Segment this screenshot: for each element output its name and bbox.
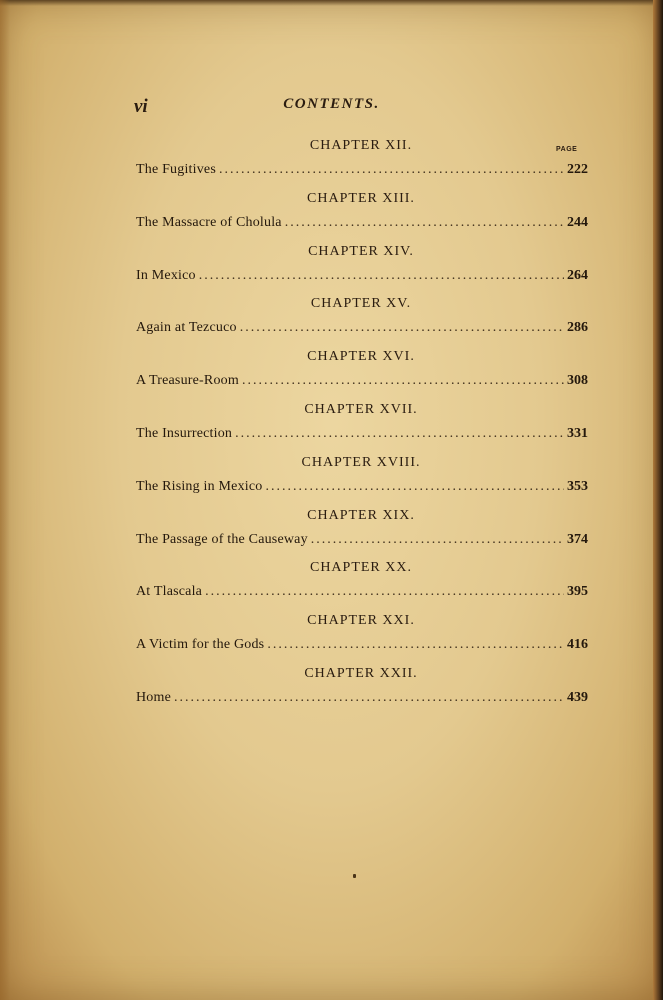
dot-leader xyxy=(235,426,564,442)
chapter-title: Home xyxy=(136,690,172,705)
chapter-page-number: 374 xyxy=(567,532,588,547)
chapter-title: The Massacre of Cholula xyxy=(136,215,282,230)
chapter-title: Again at Tezcuco xyxy=(136,320,237,335)
chapter-title: The Insurrection xyxy=(136,426,233,441)
chapter-title: The Passage of the Causeway xyxy=(136,532,308,547)
page-title: CONTENTS. xyxy=(283,96,380,112)
toc-entry xyxy=(136,426,588,444)
chapter-page-number: 331 xyxy=(567,426,588,441)
chapter-page-number: 222 xyxy=(567,162,588,177)
page-top-edge xyxy=(0,0,663,6)
chapter-heading: CHAPTER XXII. xyxy=(304,666,418,681)
chapter-title: At Tlascala xyxy=(136,584,203,599)
chapter-heading: CHAPTER XIV. xyxy=(308,244,414,259)
chapter-title: In Mexico xyxy=(136,268,196,283)
page-number: vi xyxy=(134,96,148,117)
toc-entry xyxy=(136,162,588,180)
chapter-title: A Treasure-Room xyxy=(136,373,239,388)
toc-entry xyxy=(136,215,588,233)
chapter-heading: CHAPTER XVII. xyxy=(304,402,418,417)
toc-entry xyxy=(136,373,588,391)
dot-leader xyxy=(205,584,564,600)
toc-entry xyxy=(136,690,588,708)
dot-leader xyxy=(266,479,565,495)
chapter-page-number: 286 xyxy=(567,320,588,335)
dot-leader xyxy=(285,215,564,231)
toc-entry xyxy=(136,584,588,602)
chapter-heading: CHAPTER XX. xyxy=(309,560,412,575)
chapter-title: The Rising in Mexico xyxy=(136,479,263,494)
chapter-page-number: 353 xyxy=(567,479,588,494)
toc-entry xyxy=(136,320,588,338)
toc-entry xyxy=(136,268,588,286)
chapter-heading: CHAPTER XIII. xyxy=(307,191,415,206)
page-column-label: PAGE xyxy=(556,146,578,153)
chapter-page-number: 416 xyxy=(567,637,588,652)
toc-entry xyxy=(136,637,588,655)
chapter-page-number: 244 xyxy=(567,215,588,230)
chapter-heading: CHAPTER XV. xyxy=(310,296,412,311)
chapter-title: A Victim for the Gods xyxy=(136,637,265,652)
chapter-heading: CHAPTER XXI. xyxy=(307,613,415,628)
chapter-heading: CHAPTER XVI. xyxy=(307,349,415,364)
paper-speck xyxy=(353,874,356,878)
dot-leader xyxy=(240,320,564,336)
chapter-page-number: 439 xyxy=(567,690,588,705)
chapter-page-number: 395 xyxy=(567,584,588,599)
dot-leader xyxy=(219,162,564,178)
chapter-page-number: 308 xyxy=(567,373,588,388)
toc-entry xyxy=(136,479,588,497)
dot-leader xyxy=(199,268,564,284)
chapter-heading: CHAPTER XII. xyxy=(309,138,413,153)
dot-leader xyxy=(311,532,564,548)
dot-leader xyxy=(174,690,564,706)
chapter-heading: CHAPTER XIX. xyxy=(307,508,415,523)
dot-leader xyxy=(242,373,564,389)
chapter-heading: CHAPTER XVIII. xyxy=(301,455,421,470)
dot-leader xyxy=(267,637,564,653)
chapter-page-number: 264 xyxy=(567,268,588,283)
toc-entry xyxy=(136,532,588,550)
chapter-title: The Fugitives xyxy=(136,162,216,177)
